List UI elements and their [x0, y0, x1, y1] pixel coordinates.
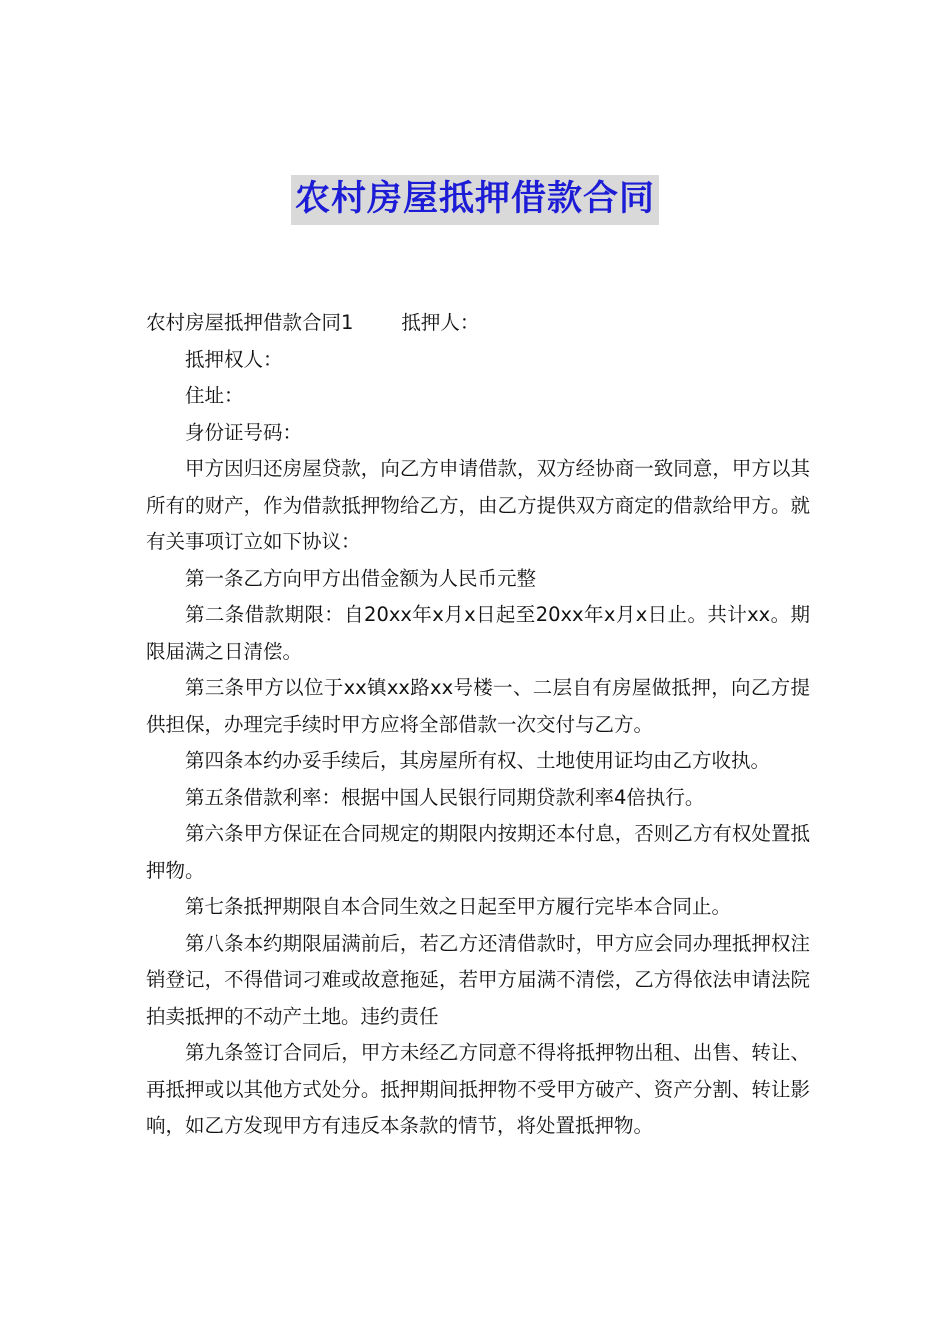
heading-line: [146, 305, 810, 342]
paragraph-article-8: 第八条本约期限届满前后，若乙方还清借款时，甲方应会同办理抵押权注销登记，不得借词刁难或故意拖延，若甲方届满不清偿，乙方得依法申请法院拍卖抵押的不动产土地。违约责任: [146, 931, 810, 1028]
paragraph-preamble: 甲方因归还房屋贷款，向乙方申请借款，双方经协商一致同意，甲方以其所有的财产，作为借款抵押物给乙方，由乙方提供双方商定的借款给甲方。就有关事项订立如下协议：: [146, 457, 810, 553]
paragraph-article-2: 第二条借款期限：自20xx年x月x日起至20xx年x月x日止。共计xx。期限届满之日清偿。: [146, 603, 810, 663]
paragraph-article-1: 第一条乙方向甲方出借金额为人民币元整: [185, 566, 537, 590]
document-title: 农村房屋抵押借款合同: [291, 175, 659, 225]
document-body: [146, 305, 810, 1145]
paragraph-address: 住址：: [185, 384, 244, 407]
paragraph-article-6: 第六条甲方保证在合同规定的期限内按期还本付息，否则乙方有权处置抵押物。: [146, 822, 810, 882]
paragraph-article-4: 第四条本约办妥手续后，其房屋所有权、土地使用证均由乙方收执。: [185, 749, 771, 772]
paragraph-article-5: 第五条借款利率：根据中国人民银行同期贷款利率4倍执行。: [185, 785, 705, 809]
paragraph-article-3: 第三条甲方以位于xx镇xx路xx号楼一、二层自有房屋做抵押，向乙方提供担保，办理完手续时甲方应将全部借款一次交付与乙方。: [146, 676, 810, 736]
paragraph-article-9: 第九条签订合同后，甲方未经乙方同意不得将抵押物出租、出售、转让、再抵押或以其他方式处分。抵押期间抵押物不受甲方破产、资产分割、转让影响，如乙方发现甲方有违反本条款的情节，将处置抵押物。: [146, 1041, 810, 1137]
paragraph-mortgagee: 抵押权人：: [185, 347, 283, 371]
title-container: [0, 175, 950, 225]
mortgagor-label: 抵押人：: [401, 311, 480, 334]
paragraph-article-7: 第七条抵押期限自本合同生效之日起至甲方履行完毕本合同止。: [185, 895, 732, 918]
contract-number-label: 农村房屋抵押借款合同1: [146, 311, 354, 334]
paragraph-id-number: 身份证号码：: [185, 420, 303, 444]
